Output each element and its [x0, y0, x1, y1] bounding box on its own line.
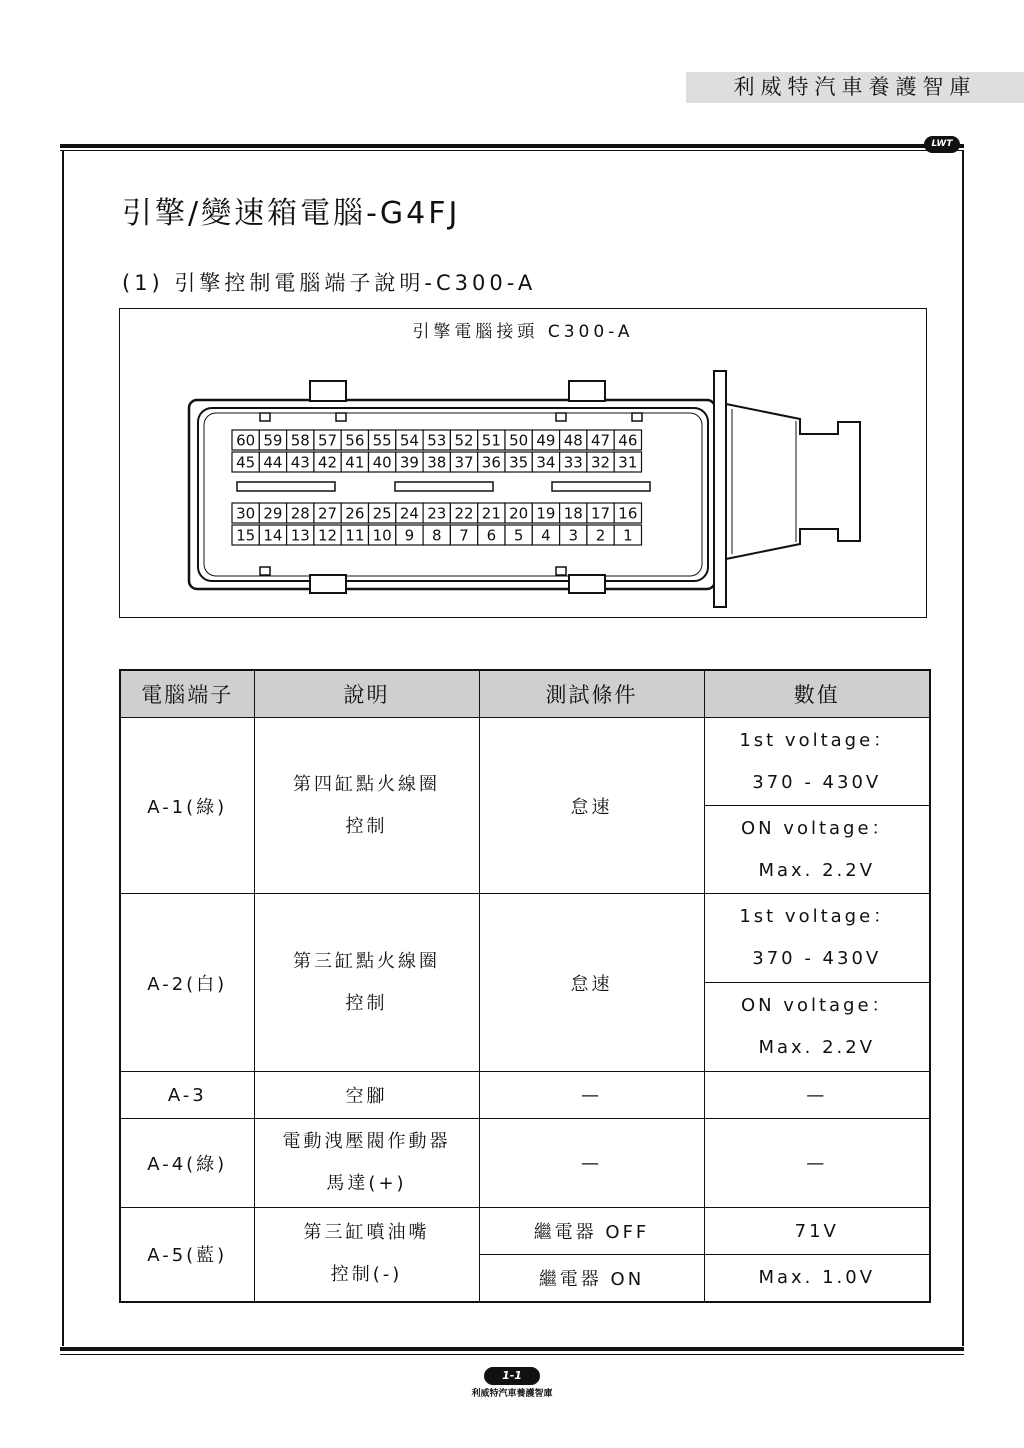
cond-cell: — [479, 1119, 704, 1208]
pin-number: 23 [427, 504, 447, 523]
value-line: 370 - 430V [752, 948, 882, 969]
pin-number: 15 [236, 526, 256, 545]
header-desc: 說明 [254, 670, 479, 718]
pin-number: 49 [536, 431, 556, 450]
connector-drawing [120, 309, 928, 619]
desc-line: 控制(-) [330, 1264, 403, 1286]
pin-number: 31 [618, 453, 638, 472]
desc-cell [254, 1208, 479, 1302]
pin-number: 7 [459, 526, 469, 545]
cond-cell: 繼電器 OFF [479, 1208, 704, 1255]
pin-number: 21 [481, 504, 501, 523]
table-row [120, 718, 930, 806]
pin-number: 3 [568, 526, 579, 545]
pin-number: 37 [454, 453, 474, 472]
pin-number: 11 [345, 526, 365, 545]
value-cell: — [704, 1119, 930, 1208]
pin-number: 18 [563, 504, 583, 523]
desc-line: 控制 [345, 992, 388, 1014]
diagram-title: 引擎電腦接頭 C300-A [412, 322, 634, 342]
pin-number: 53 [427, 431, 447, 450]
pin-number: 47 [591, 431, 611, 450]
pin-number: 35 [509, 453, 529, 472]
pin-number: 36 [481, 453, 501, 472]
pin-number: 1 [623, 526, 633, 545]
pin-number: 27 [318, 504, 338, 523]
pin-number: 16 [618, 504, 638, 523]
brand-header: 利威特汽車養護智庫 [686, 72, 1024, 103]
bottom-rule-thin [60, 1354, 964, 1355]
pin-cell: A-5(藍) [120, 1208, 254, 1302]
desc-line: 第四缸點火線圈 [293, 773, 440, 795]
pin-number: 32 [591, 453, 611, 472]
desc-line: 第三缸點火線圈 [293, 950, 440, 972]
page-number: 1-1 [484, 1367, 540, 1385]
desc-line: 馬達(+) [326, 1173, 407, 1194]
pin-number: 55 [372, 431, 392, 450]
value-line: 1st voltage： [739, 906, 895, 927]
pin-number: 44 [263, 453, 283, 472]
pin-number: 56 [345, 431, 365, 450]
page-title: 引擎/變速箱電腦-G4FJ [122, 196, 461, 231]
desc-cell [254, 1119, 479, 1208]
pin-number: 8 [431, 526, 442, 545]
bottom-rule [60, 1347, 964, 1351]
value-cell [704, 718, 930, 806]
connector-diagram [119, 308, 927, 618]
pin-number: 6 [486, 526, 497, 545]
table-row [120, 1119, 930, 1208]
pin-number: 2 [595, 526, 606, 545]
pin-number: 52 [454, 431, 474, 450]
pin-number: 60 [236, 431, 256, 450]
pin-number: 42 [318, 453, 338, 472]
pin-number: 9 [404, 526, 415, 545]
value-cell: 71V [704, 1208, 930, 1255]
pin-number: 51 [481, 431, 501, 450]
pin-number: 30 [236, 504, 256, 523]
footer-brand: 利威特汽車養護智庫 [471, 1389, 553, 1399]
pin-number: 43 [290, 453, 310, 472]
pin-number: 26 [345, 504, 365, 523]
pin-number: 5 [513, 526, 524, 545]
desc-line: 控制 [345, 815, 388, 837]
pin-number: 57 [318, 431, 338, 450]
value-line: ON voltage： [740, 817, 893, 839]
pin-number: 13 [290, 526, 310, 545]
value-cell: Max. 1.0V [704, 1255, 930, 1302]
pin-number: 17 [591, 504, 611, 523]
table-row [120, 1072, 930, 1119]
value-cell [704, 806, 930, 894]
cond-cell: — [479, 1072, 704, 1119]
pin-cell: A-4(綠) [120, 1119, 254, 1208]
table-row [120, 894, 930, 983]
lwt-logo: LWT [924, 136, 960, 153]
value-line: 370 - 430V [752, 771, 882, 793]
value-line: ON voltage： [740, 995, 893, 1016]
top-rule [60, 144, 964, 148]
desc-line: 電動洩壓閥作動器 [282, 1131, 451, 1152]
pin-number: 50 [509, 431, 529, 450]
pin-number: 20 [509, 504, 529, 523]
pin-number: 59 [263, 431, 283, 450]
pin-number: 25 [372, 504, 392, 523]
desc-line: 第三缸噴油嘴 [303, 1222, 430, 1244]
table-row [120, 1208, 930, 1255]
pin-number: 22 [454, 504, 474, 523]
header-value: 數值 [704, 670, 930, 718]
section-title: (1) 引擎控制電腦端子說明-C300-A [122, 271, 537, 295]
desc-cell [254, 894, 479, 1072]
value-line: Max. 2.2V [758, 1037, 876, 1058]
pin-number: 28 [290, 504, 310, 523]
pin-number: 29 [263, 504, 283, 523]
pin-number: 14 [263, 526, 283, 545]
value-cell [704, 983, 930, 1072]
pin-number: 38 [427, 453, 447, 472]
pin-number: 40 [372, 453, 392, 472]
cond-cell: 怠速 [479, 718, 704, 894]
pin-number: 48 [563, 431, 583, 450]
value-line: Max. 2.2V [758, 859, 876, 881]
pin-number: 45 [236, 453, 256, 472]
table-header-row [120, 670, 930, 718]
pin-number: 39 [399, 453, 419, 472]
desc-cell: 空腳 [254, 1072, 479, 1119]
pin-number: 54 [399, 431, 419, 450]
pin-cell: A-1(綠) [120, 718, 254, 894]
value-cell: — [704, 1072, 930, 1119]
pin-number: 58 [290, 431, 310, 450]
desc-cell [254, 718, 479, 894]
pin-number: 33 [563, 453, 583, 472]
pin-number: 12 [318, 526, 338, 545]
pin-number: 41 [345, 453, 365, 472]
pin-number: 4 [541, 526, 551, 545]
header-cond: 測試條件 [479, 670, 704, 718]
value-cell [704, 894, 930, 983]
pin-number: 34 [536, 453, 556, 472]
value-line: 1st voltage： [739, 729, 895, 751]
pin-number: 24 [399, 504, 419, 523]
cond-cell: 繼電器 ON [479, 1255, 704, 1302]
pin-number: 19 [536, 504, 556, 523]
pin-cell: A-2(白) [120, 894, 254, 1072]
header-pin: 電腦端子 [120, 670, 254, 718]
cond-cell: 怠速 [479, 894, 704, 1072]
pin-number: 10 [372, 526, 392, 545]
pin-table [119, 669, 931, 1303]
pin-cell: A-3 [120, 1072, 254, 1119]
pin-number: 46 [618, 431, 638, 450]
